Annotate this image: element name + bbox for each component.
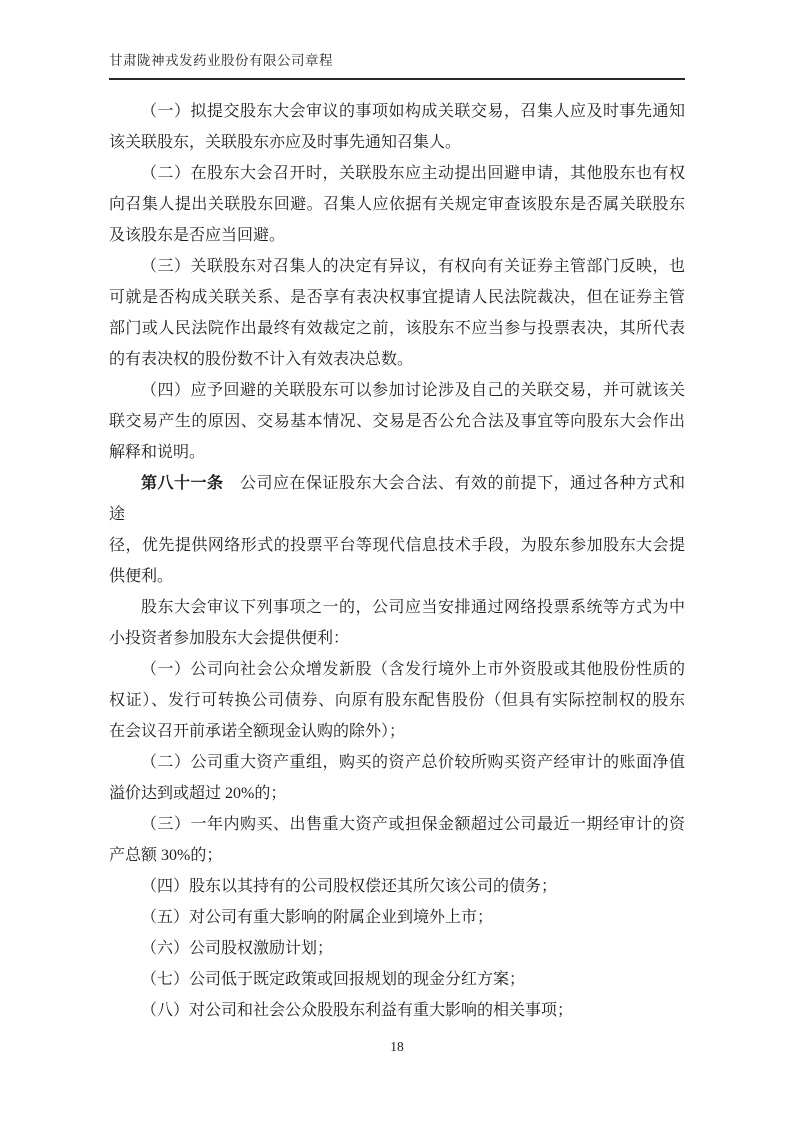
document-line xyxy=(109,995,685,1026)
text-run: 股东大会审议下列事项之一的，公司应当安排通过网络投票系统等方式为中 xyxy=(141,599,685,616)
text-run: （七）公司低于既定政策或回报规划的现金分红方案； xyxy=(141,971,526,988)
document-line xyxy=(109,313,685,344)
document-line xyxy=(109,437,685,468)
document-line xyxy=(109,747,685,778)
document-line xyxy=(109,716,685,747)
document-line xyxy=(109,964,685,995)
text-run: 向召集人提出关联股东回避。召集人应依据有关规定审查该股东是否属关联股东 xyxy=(109,196,685,213)
text-run: 供便利。 xyxy=(109,568,174,585)
document-line xyxy=(109,96,685,127)
text-run: 在会议召开前承诺全额现金认购的除外）； xyxy=(109,723,406,740)
text-run: 径，优先提供网络形式的投票平台等现代信息技术手段，为股东参加股东大会提 xyxy=(109,537,685,554)
text-run: 产总额 30%的； xyxy=(109,847,223,864)
document-line xyxy=(109,840,685,871)
text-run: （二）在股东大会召开时，关联股东应主动提出回避申请，其他股东也有权 xyxy=(141,165,685,182)
text-run: （三）一年内购买、出售重大资产或担保金额超过公司最近一期经审计的资 xyxy=(141,816,685,833)
document-line xyxy=(109,530,685,561)
document-line xyxy=(109,561,685,592)
text-run: （四）股东以其持有的公司股权偿还其所欠该公司的债务； xyxy=(141,878,558,895)
document-line xyxy=(109,871,685,902)
text-run: 该关联股东，关联股东亦应及时事先通知召集人。 xyxy=(109,134,462,151)
text-run: （三）关联股东对召集人的决定有异议，有权向有关证券主管部门反映，也 xyxy=(141,258,685,275)
text-run: 溢价达到或超过 20%的； xyxy=(109,785,287,802)
text-run: 及该股东是否应当回避。 xyxy=(109,227,286,244)
page-number: 18 xyxy=(390,1039,404,1054)
text-run: 权证）、发行可转换公司债券、向原有股东配售股份（但具有实际控制权的股东 xyxy=(109,692,685,709)
document-line xyxy=(109,654,685,685)
document-line xyxy=(109,685,685,716)
document-line xyxy=(109,809,685,840)
text-run: 可就是否构成关联关系、是否享有表决权事宜提请人民法院裁决，但在证券主管 xyxy=(109,289,685,306)
text-run: 小投资者参加股东大会提供便利： xyxy=(109,630,350,647)
text-run: （八）对公司和社会公众股股东利益有重大影响的相关事项； xyxy=(141,1002,574,1019)
document-line xyxy=(109,933,685,964)
article-number: 第八十一条 xyxy=(141,475,224,492)
text-run: （一）公司向社会公众增发新股（含发行境外上市外资股或其他股份性质的 xyxy=(141,661,685,678)
document-line xyxy=(109,375,685,406)
document-line xyxy=(109,220,685,251)
text-run: （五）对公司有重大影响的附属企业到境外上市； xyxy=(141,909,494,926)
text-run: 联交易产生的原因、交易基本情况、交易是否公允合法及事宜等向股东大会作出 xyxy=(109,413,685,430)
text-run: 部门或人民法院作出最终有效裁定之前，该股东不应当参与投票表决，其所代表 xyxy=(109,320,685,337)
text-run: （二）公司重大资产重组，购买的资产总价较所购买资产经审计的账面净值 xyxy=(141,754,685,771)
document-line xyxy=(109,778,685,809)
text-run: 公司应在保证股东大会合法、有效的前提下，通过各种方式和途 xyxy=(109,475,685,523)
document-line xyxy=(109,189,685,220)
text-run: （六）公司股权激励计划； xyxy=(141,940,334,957)
document-line xyxy=(109,344,685,375)
document-line xyxy=(109,902,685,933)
document-line xyxy=(109,251,685,282)
document-body xyxy=(109,96,685,1026)
document-line xyxy=(109,468,685,530)
document-line xyxy=(109,282,685,313)
text-run: （一）拟提交股东大会审议的事项如构成关联交易，召集人应及时事先通知 xyxy=(141,103,685,120)
document-line xyxy=(109,592,685,623)
document-line xyxy=(109,127,685,158)
text-run: 的有表决权的股份数不计入有效表决总数。 xyxy=(109,351,414,368)
text-run: （四）应予回避的关联股东可以参加讨论涉及自己的关联交易，并可就该关 xyxy=(141,382,685,399)
document-line xyxy=(109,623,685,654)
text-run: 解释和说明。 xyxy=(109,444,206,461)
page-header-title: 甘肃陇神戎发药业股份有限公司章程 xyxy=(109,53,685,80)
document-line xyxy=(109,158,685,189)
document-line xyxy=(109,406,685,437)
